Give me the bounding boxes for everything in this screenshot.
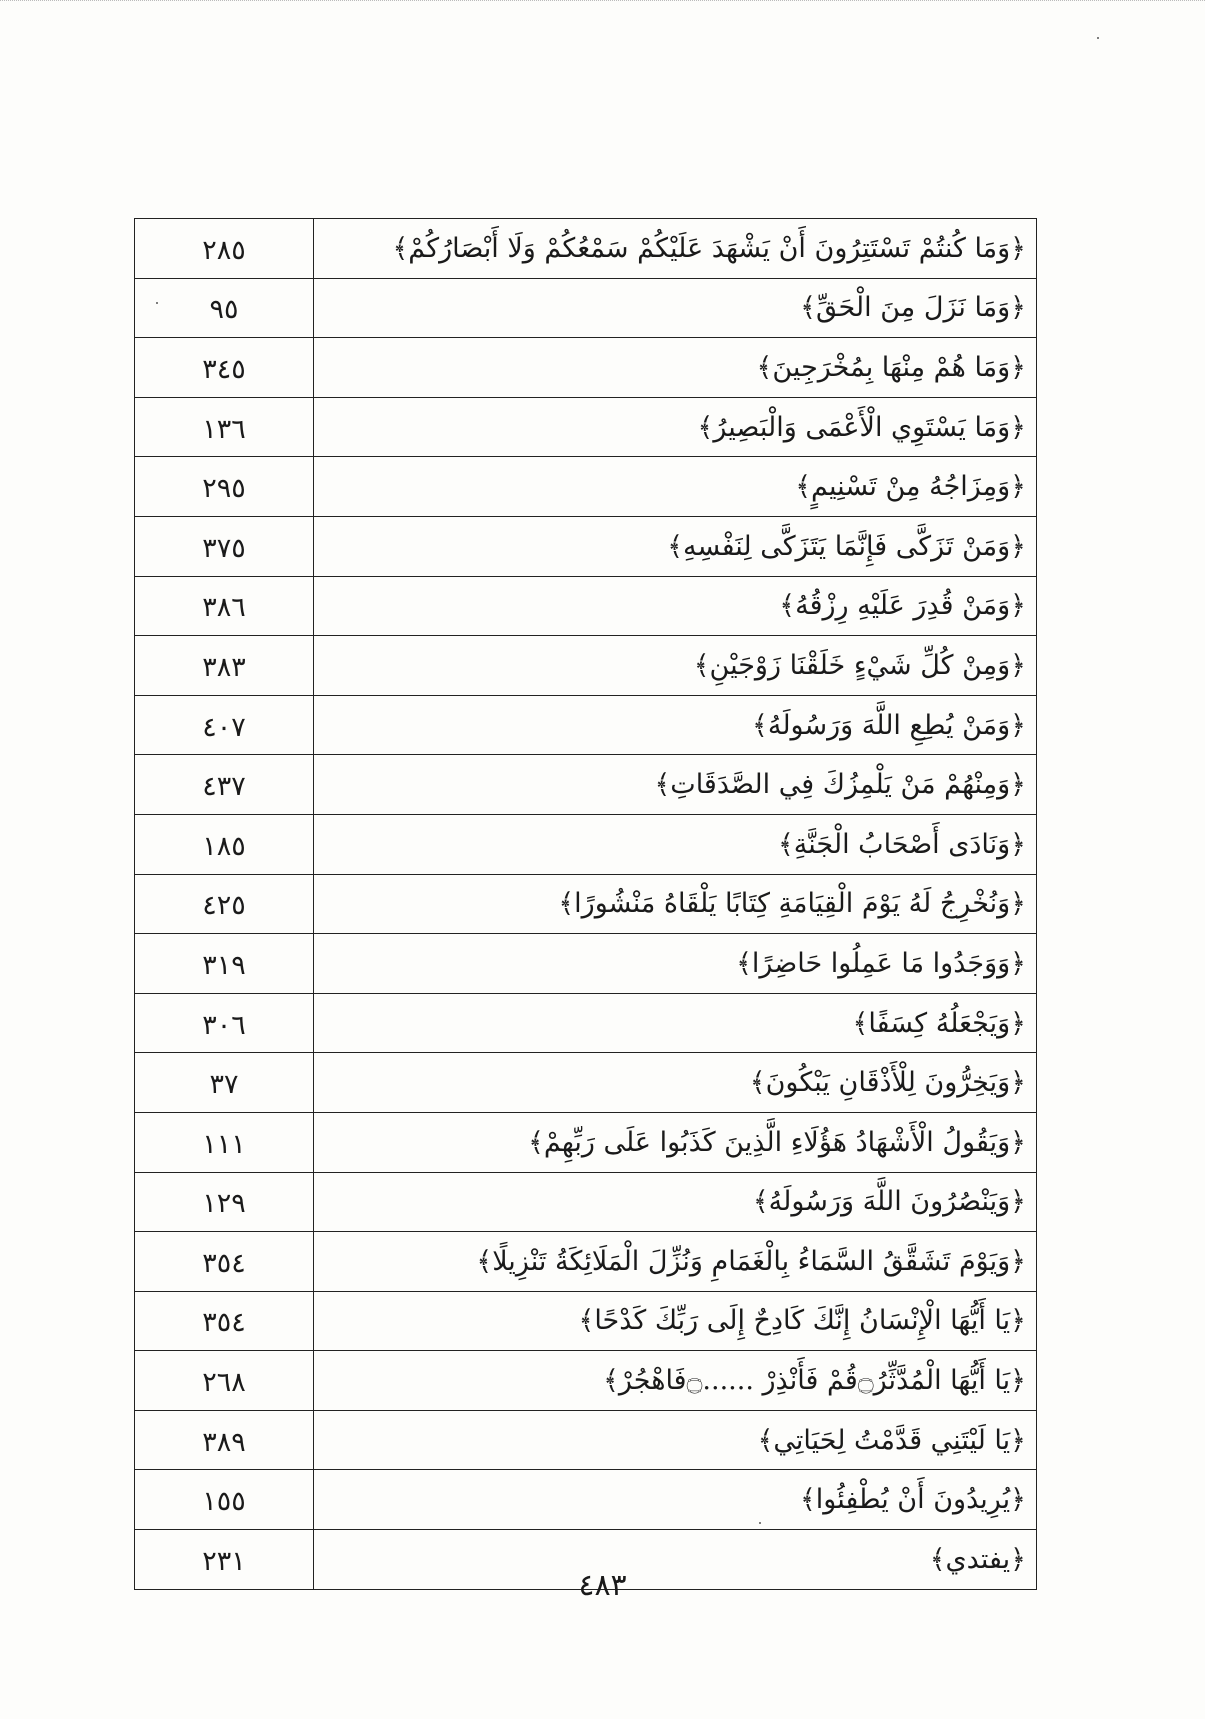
table-row <box>135 516 1037 576</box>
page-reference: ٩٥ <box>135 278 314 338</box>
verse-text: ﴿وَمَا نَزَلَ مِنَ الْحَقِّ﴾ <box>314 278 1037 338</box>
table-row <box>135 755 1037 815</box>
table-row <box>135 1112 1037 1172</box>
verse-text: ﴿وَمَا هُمْ مِنْهَا بِمُخْرَجِينَ﴾ <box>314 338 1037 398</box>
scan-speck <box>1097 37 1099 39</box>
table-row <box>135 695 1037 755</box>
page-reference: ١١١ <box>135 1112 314 1172</box>
page-reference: ٣٤٥ <box>135 338 314 398</box>
page-reference: ٤٢٥ <box>135 874 314 934</box>
table-row <box>135 1232 1037 1292</box>
verse-text: ﴿وَمِزَاجُهُ مِنْ تَسْنِيمٍ﴾ <box>314 457 1037 517</box>
verse-text: ﴿وَمَنْ يُطِعِ اللَّهَ وَرَسُولَهُ﴾ <box>314 695 1037 755</box>
table-row <box>135 576 1037 636</box>
page-reference: ١٨٥ <box>135 814 314 874</box>
verse-text: ﴿وَيَخِرُّونَ لِلْأَذْقَانِ يَبْكُونَ﴾ <box>314 1053 1037 1113</box>
verse-text: ﴿وَوَجَدُوا مَا عَمِلُوا حَاضِرًا﴾ <box>314 934 1037 994</box>
scan-edge <box>0 0 1205 4</box>
page-number: ٤٨٣ <box>578 1568 627 1603</box>
page-reference: ٣١٩ <box>135 934 314 994</box>
verse-text: ﴿يَا أَيُّهَا الْإِنْسَانُ إِنَّكَ كَادِحٌ إِلَى رَبِّكَ كَدْحًا﴾ <box>314 1291 1037 1351</box>
table-row <box>135 397 1037 457</box>
page-reference: ٢٩٥ <box>135 457 314 517</box>
table-row <box>135 993 1037 1053</box>
table-row <box>135 219 1037 279</box>
verse-index-table <box>134 218 1037 1590</box>
verse-text: ﴿وَنَادَى أَصْحَابُ الْجَنَّةِ﴾ <box>314 814 1037 874</box>
verse-text: ﴿وَنُخْرِجُ لَهُ يَوْمَ الْقِيَامَةِ كِتَابًا يَلْقَاهُ مَنْشُورًا﴾ <box>314 874 1037 934</box>
page-reference: ١٢٩ <box>135 1172 314 1232</box>
table-row <box>135 874 1037 934</box>
scan-speck <box>156 302 158 304</box>
page-reference: ٢٣١ <box>135 1530 314 1590</box>
verse-text: ﴿يَا لَيْتَنِي قَدَّمْتُ لِحَيَاتِي﴾ <box>314 1410 1037 1470</box>
page-reference: ٣٨٩ <box>135 1410 314 1470</box>
scan-speck <box>759 1522 761 1524</box>
verse-text: ﴿يَا أَيُّهَا الْمُدَّثِّرُ۝قُمْ فَأَنْذِرْ ......۝فَاهْجُرْ﴾ <box>314 1351 1037 1411</box>
verse-index-body <box>135 219 1037 1590</box>
page-reference: ١٥٥ <box>135 1470 314 1530</box>
verse-text: ﴿وَمَنْ تَزَكَّى فَإِنَّمَا يَتَزَكَّى لِنَفْسِهِ﴾ <box>314 516 1037 576</box>
table-row <box>135 1172 1037 1232</box>
verse-text: ﴿وَيَوْمَ تَشَقَّقُ السَّمَاءُ بِالْغَمَامِ وَنُزِّلَ الْمَلَائِكَةُ تَنْزِيلًا﴾ <box>314 1232 1037 1292</box>
table-row <box>135 1470 1037 1530</box>
table-row <box>135 1053 1037 1113</box>
table-row <box>135 278 1037 338</box>
page-reference: ٣٠٦ <box>135 993 314 1053</box>
table-row <box>135 1351 1037 1411</box>
table-row <box>135 636 1037 696</box>
page-reference: ٣٨٣ <box>135 636 314 696</box>
table-row <box>135 338 1037 398</box>
page-reference: ٢٦٨ <box>135 1351 314 1411</box>
verse-text: ﴿وَمَنْ قُدِرَ عَلَيْهِ رِزْقُهُ﴾ <box>314 576 1037 636</box>
table-row <box>135 1410 1037 1470</box>
page-reference: ٣٥٤ <box>135 1232 314 1292</box>
verse-text: ﴿يُرِيدُونَ أَنْ يُطْفِئُوا﴾ <box>314 1470 1037 1530</box>
verse-text: ﴿وَيَنْصُرُونَ اللَّهَ وَرَسُولَهُ﴾ <box>314 1172 1037 1232</box>
page-reference: ٤٣٧ <box>135 755 314 815</box>
verse-text: ﴿وَمَا يَسْتَوِي الْأَعْمَى وَالْبَصِيرُ﴾ <box>314 397 1037 457</box>
verse-text: ﴿وَيَجْعَلُهُ كِسَفًا﴾ <box>314 993 1037 1053</box>
verse-text: ﴿وَمِنْ كُلِّ شَيْءٍ خَلَقْنَا زَوْجَيْنِ﴾ <box>314 636 1037 696</box>
verse-text: ﴿يفتدي﴾ <box>314 1530 1037 1590</box>
page-reference: ٤٠٧ <box>135 695 314 755</box>
page-reference: ٣٧٥ <box>135 516 314 576</box>
table-row <box>135 814 1037 874</box>
verse-text: ﴿وَمَا كُنتُمْ تَسْتَتِرُونَ أَنْ يَشْهَدَ عَلَيْكُمْ سَمْعُكُمْ وَلَا أَبْصَارُكُمْ﴾ <box>314 219 1037 279</box>
table-row <box>135 1291 1037 1351</box>
page-reference: ٣٥٤ <box>135 1291 314 1351</box>
table-row <box>135 457 1037 517</box>
page-reference: ٢٨٥ <box>135 219 314 279</box>
verse-text: ﴿وَمِنْهُمْ مَنْ يَلْمِزُكَ فِي الصَّدَقَاتِ﴾ <box>314 755 1037 815</box>
page-reference: ٣٧ <box>135 1053 314 1113</box>
page-reference: ١٣٦ <box>135 397 314 457</box>
table-row <box>135 934 1037 994</box>
page-reference: ٣٨٦ <box>135 576 314 636</box>
verse-text: ﴿وَيَقُولُ الْأَشْهَادُ هَؤُلَاءِ الَّذِينَ كَذَبُوا عَلَى رَبِّهِمْ﴾ <box>314 1112 1037 1172</box>
